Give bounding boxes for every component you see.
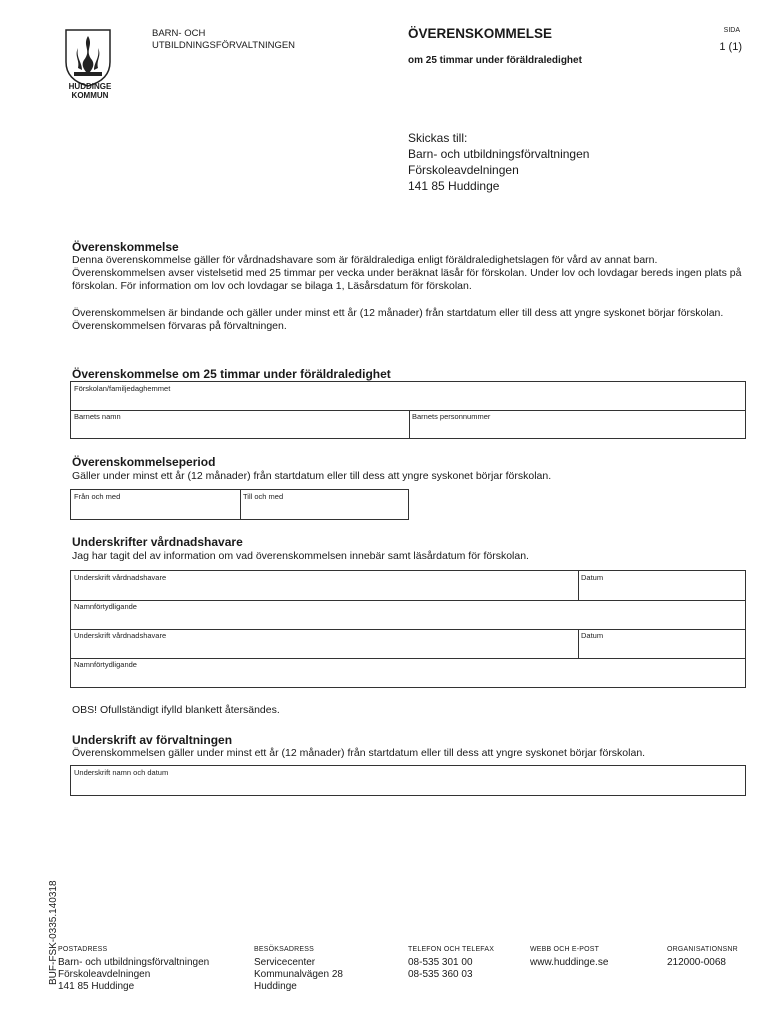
- section-period-heading: Överenskommelseperiod: [72, 455, 216, 469]
- guardian-1-signature-field[interactable]: [71, 571, 578, 600]
- guardian-1-name-field[interactable]: [71, 600, 745, 629]
- department-name: BARN- OCH UTBILDNINGSFÖRVALTNINGEN: [152, 28, 296, 51]
- guardian-1-name-label: Namnförtydligande: [74, 602, 137, 611]
- section-administration-text: Överenskommelsen gäller under minst ett år (12 månader) från startdatum eller till dess att yngre syskonet börjar förskolan.: [72, 747, 646, 759]
- child-name-field[interactable]: [71, 410, 409, 439]
- page-label: SIDA: [723, 27, 740, 34]
- child-name-label: Barnets namn: [74, 412, 121, 421]
- intro-heading: Överenskommelse: [72, 240, 179, 254]
- document-subtitle: om 25 timmar under föräldraledighet: [408, 55, 582, 66]
- address-line: Förskoleavdelningen: [408, 163, 519, 177]
- address-line: Barn- och utbildningsförvaltningen: [408, 147, 590, 161]
- footer-web-label: WEBB OCH E-POST: [530, 946, 600, 953]
- send-to-address: [408, 130, 589, 194]
- administration-signature-field[interactable]: [70, 765, 746, 796]
- footer-post-value: Barn- och utbildningsförvaltningen Förskoleavdelningen 141 85 Huddinge: [58, 957, 210, 992]
- intro-paragraph-2: Överenskommelsen är bindande och gäller under minst ett år (12 månader) från startdatum eller till dess att yngre syskonet börjar förskolan. Överenskommelsen förvaras på förvaltningen.: [72, 307, 724, 332]
- footer-org-label: ORGANISATIONSNR: [667, 946, 738, 953]
- document-title: ÖVERENSKOMMELSE: [408, 26, 553, 41]
- child-pnr-label: Barnets personnummer: [412, 412, 491, 421]
- section-guardian-text: Jag har tagit del av information om vad överenskommelsen innebär samt läsårdatum för förskolan.: [72, 550, 529, 562]
- section-administration-heading: Underskrift av förvaltningen: [72, 733, 233, 747]
- guardian-2-name-field[interactable]: [71, 658, 745, 687]
- form-code: BUF-FSK-0335.140318: [48, 880, 59, 985]
- school-field[interactable]: [71, 382, 745, 410]
- footer-post-label: POSTADRESS: [58, 946, 108, 953]
- address-line: Skickas till:: [408, 131, 468, 145]
- page-number: 1 (1): [719, 41, 742, 53]
- guardian-1-date-field[interactable]: [578, 571, 745, 600]
- guardian-2-name-label: Namnförtydligande: [74, 660, 137, 669]
- footer-visit-value: Servicecenter Kommunalvägen 28 Huddinge: [254, 957, 343, 992]
- school-field-label: Förskolan/familjedaghemmet: [74, 384, 171, 393]
- footer-phone-label: TELEFON OCH TELEFAX: [408, 946, 495, 953]
- guardian-1-signature-label: Underskrift vårdnadshavare: [74, 573, 167, 582]
- footer-phone-value: 08-535 301 00 08-535 360 03: [408, 957, 473, 980]
- guardian-2-date-label: Datum: [581, 631, 604, 640]
- child-pnr-field[interactable]: [409, 410, 745, 439]
- section-guardian-heading: Underskrifter vårdnadshavare: [72, 535, 243, 549]
- obs-note: OBS! Ofullständigt ifylld blankett återsändes.: [72, 704, 280, 716]
- from-date-label: Från och med: [74, 492, 121, 501]
- to-date-field[interactable]: [240, 490, 408, 519]
- section-agreement-heading: Överenskommelse om 25 timmar under föräldraledighet: [72, 367, 391, 381]
- guardian-2-signature-label: Underskrift vårdnadshavare: [74, 631, 167, 640]
- child-info-box: [70, 381, 746, 439]
- period-box: [70, 489, 409, 520]
- section-period-text: Gäller under minst ett år (12 månader) från startdatum eller till dess att yngre syskonet börjar förskolan.: [72, 470, 552, 482]
- guardian-2-signature-field[interactable]: [71, 629, 578, 658]
- huddinge-logo-icon: [62, 26, 114, 88]
- guardian-2-date-field[interactable]: [578, 629, 745, 658]
- to-date-label: Till och med: [243, 492, 284, 501]
- logo-text: HUDDINGE KOMMUN: [68, 82, 112, 100]
- administration-signature-label: Underskrift namn och datum: [74, 768, 169, 777]
- guardian-1-date-label: Datum: [581, 573, 604, 582]
- footer-org-value: 212000-0068: [667, 957, 726, 968]
- from-date-field[interactable]: [71, 490, 240, 519]
- footer-visit-label: BESÖKSADRESS: [254, 946, 314, 953]
- intro-paragraph-1: Denna överenskommelse gäller för vårdnadshavare som är föräldralediga enligt föräldraledighetslagen för vård av annat barn. Överenskommelsen avser vistelsetid med 25 timmar per vecka under beräknat läsår för förskolan. Under lov och lovdagar bereds ingen plats på förskolan. För information om lov och lovdagar se bilaga 1, Läsårsdatum för förskolan.: [72, 254, 742, 292]
- guardian-signature-box: [70, 570, 746, 688]
- address-line: 141 85 Huddinge: [408, 179, 500, 193]
- footer-web-link[interactable]: www.huddinge.se: [530, 957, 609, 968]
